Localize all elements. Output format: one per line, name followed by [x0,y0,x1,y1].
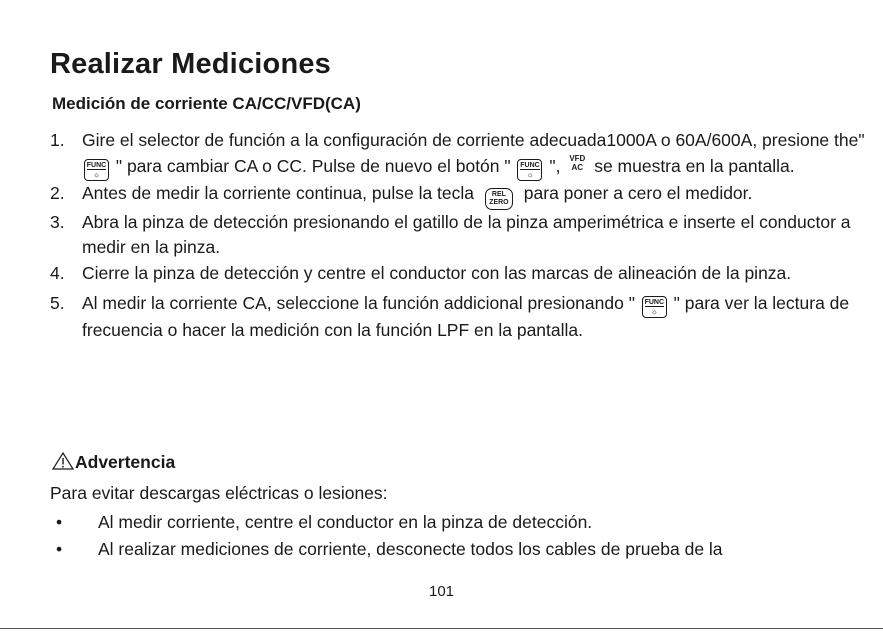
step-text: ", [549,155,561,176]
step-text: Gire el selector de función a la configuración de corriente adecuada1000A o 60A/600A, presione the" [82,130,865,150]
step-text: Antes de medir la corriente continua, pulse la tecla [82,182,475,203]
step-number: 4. [50,262,65,283]
backlight-symbol-icon: ☼ [92,169,101,179]
step-number: 2. [50,182,65,203]
step-text: " para cambiar CA o CC. Pulse de nuevo el botón " [115,155,511,176]
page-title: Realizar Mediciones [50,48,332,80]
step-3 [50,210,870,261]
step-number: 3. [50,211,65,232]
step-1 [50,128,870,181]
func-key-icon [517,159,542,181]
vfd-label: VFD [569,153,586,163]
func-key-icon [642,296,667,318]
bullet-icon: • [56,539,63,559]
step-text: se muestra en la pantalla. [594,155,795,176]
backlight-symbol-icon: ☼ [650,307,658,316]
step-text: Cierre la pinza de detección y centre el conductor con las marcas de alineación de la pinza. [82,262,792,283]
bullet-icon: • [56,512,63,532]
step-2 [50,181,870,210]
step-4 [50,261,870,287]
backlight-symbol-icon: ☼ [526,169,534,179]
rel-label: REL [491,190,506,198]
func-key-icon [84,159,109,181]
list-item-text: Al medir corriente, centre el conductor en la pinza de detección. [98,512,593,532]
warning-heading [52,452,175,473]
step-5 [50,291,870,344]
page-number: 101 [428,583,455,600]
step-text: para poner a cero el medidor. [523,182,753,203]
warning-intro: Para evitar descargas eléctricas o lesiones: [50,483,388,503]
func-key-label: FUNC [644,299,665,306]
func-key-label: FUNC [86,161,107,169]
warning-title: Advertencia [75,452,176,472]
warning-list [50,509,850,563]
steps-list [50,128,870,344]
zero-label: ZERO [489,198,509,206]
section-subtitle: Medición de corriente CA/CC/VFD(CA) [52,94,361,113]
step-text: Abra la pinza de detección presionando el gatillo de la pinza amperimétrica e inserte el conductor a medir en la pinza. [82,211,851,257]
func-key-label: FUNC [520,161,540,169]
list-item [50,509,850,536]
step-text: Al medir la corriente CA, seleccione la función addicional presionando " [82,293,635,313]
list-item [50,536,850,563]
step-text: " para ver la lectura de frecuencia o hacer la medición con la función LPF en la pantalla. [82,293,850,340]
step-number: 1. [50,130,65,150]
warning-triangle-icon [52,452,74,470]
list-item-text: Al realizar mediciones de corriente, desconecte todos los cables de prueba de la [98,539,723,559]
rel-zero-key-icon [485,188,513,210]
bottom-divider [0,628,883,629]
step-number: 5. [50,293,65,313]
vfd-ac-symbol-icon [569,154,585,172]
ac-label: AC [571,162,584,172]
